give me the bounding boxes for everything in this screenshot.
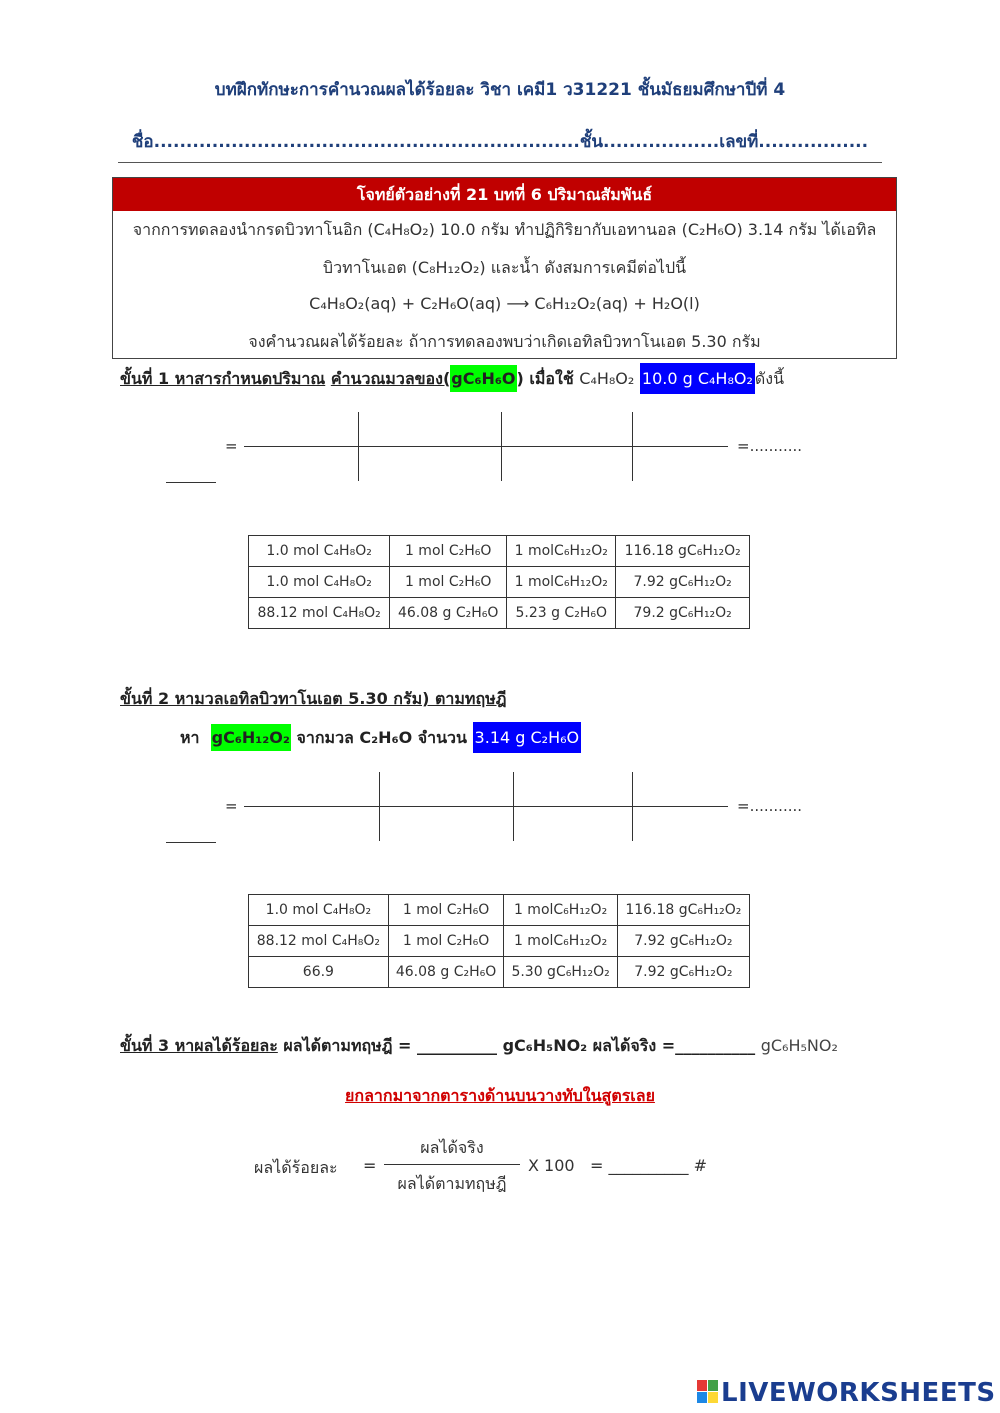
step1-answer-table — [248, 535, 750, 629]
draggable-answer-cell[interactable]: 7.92 gC₆H₁₂O₂ — [617, 957, 749, 988]
step2-text: จากมวล C₂H₆O จำนวน — [296, 728, 467, 747]
step1-heading — [120, 367, 784, 392]
step2-divider-2 — [513, 772, 514, 841]
step1-divider-1 — [358, 412, 359, 481]
step1-given-value[interactable]: 10.0 g C₄H₈O₂ — [640, 363, 755, 394]
step1-blank-line[interactable] — [166, 482, 216, 483]
draggable-answer-cell[interactable]: 66.9 — [249, 957, 389, 988]
step1-label: ขั้นที่ 1 หาสารกำหนดปริมาณ — [120, 369, 326, 388]
step2-blank-line[interactable] — [166, 842, 216, 843]
draggable-answer-cell[interactable]: 1 molC₆H₁₂O₂ — [504, 926, 617, 957]
draggable-answer-cell[interactable]: 1.0 mol C₄H₈O₂ — [249, 567, 390, 598]
step2-answer-table — [248, 894, 750, 988]
draggable-answer-cell[interactable]: 88.12 mol C₄H₈O₂ — [249, 926, 389, 957]
step1-formula: C₄H₈O₂ — [579, 369, 635, 388]
draggable-answer-cell[interactable]: 1 mol C₂H₆O — [388, 895, 504, 926]
step2-label: ขั้นที่ 2 หามวลเอทิลบิวทาโนเอต 5.30 กรัม) ตามทฤษฎี — [120, 689, 507, 708]
formula-fraction-bar — [384, 1164, 520, 1165]
example-heading: โจทย์ตัวอย่างที่ 21 บทที่ 6 ปริมาณสัมพันธ์ — [113, 178, 896, 211]
instruction-note-wrap — [0, 1084, 1000, 1109]
divider — [118, 162, 882, 163]
step3-unit: gC₆H₅NO₂ — [760, 1036, 838, 1055]
chemical-equation: C₄H₈O₂(aq) + C₂H₆O(aq) ⟶ C₆H₁₂O₂(aq) + H₂O(l) — [309, 294, 700, 313]
formula-times-100: X 100 — [528, 1156, 575, 1175]
draggable-answer-cell[interactable]: 7.92 gC₆H₁₂O₂ — [616, 567, 750, 598]
percent-yield-label: ผลได้ร้อยละ — [254, 1158, 338, 1177]
formula-equals: = — [363, 1156, 377, 1175]
step3-text[interactable]: ผลได้ตามทฤษฎี = __________ gC₆H₅NO₂ ผลได้จริง =__________ — [283, 1036, 756, 1055]
step2-equals-right[interactable]: =........... — [737, 797, 803, 815]
name-class-number-line: ชื่อ..................................................................ชั้น..................เลขที่................. — [131, 132, 869, 152]
draggable-answer-cell[interactable]: 1 molC₆H₁₂O₂ — [504, 895, 617, 926]
step2-subheading — [180, 726, 581, 751]
example-problem-box — [112, 177, 897, 359]
step1-fraction-line — [244, 446, 728, 447]
step1-divider-3 — [632, 412, 633, 481]
step2-fraction-line — [244, 806, 728, 807]
draggable-answer-cell[interactable]: 7.92 gC₆H₁₂O₂ — [617, 926, 749, 957]
table-row — [249, 895, 750, 926]
example-line-2: บิวทาโนเอต (C₈H₁₂O₂) และน้ำ ดังสมการเคมีต่อไปนี้ — [322, 258, 687, 277]
step2-divider-3 — [632, 772, 633, 841]
step1-equals-right[interactable]: =........... — [737, 437, 803, 455]
step1-highlight-target[interactable]: gC₆H₆O — [450, 365, 516, 392]
instruction-note: ยกลากมาจากตารางด้านบนวางทับในสูตรเลย — [345, 1086, 655, 1105]
formula-denominator[interactable]: ผลได้ตามทฤษฎี — [397, 1174, 507, 1193]
logo-blocks-icon — [697, 1380, 719, 1404]
step1-equals-left: = — [225, 437, 238, 455]
step1-text-2: ) เมื่อใช้ — [516, 369, 574, 388]
worksheet-title: บทฝึกทักษะการคำนวณผลได้ร้อยละ วิชา เคมี1 ว31221 ชั้นมัธยมศึกษาปีที่ 4 — [214, 80, 786, 100]
draggable-answer-cell[interactable]: 5.30 gC₆H₁₂O₂ — [504, 957, 617, 988]
draggable-answer-cell[interactable]: 46.08 g C₂H₆O — [388, 957, 504, 988]
example-line-4: จงคำนวณผลได้ร้อยละ ถ้าการทดลองพบว่าเกิดเอทิลบิวทาโนเอต 5.30 กรัม — [248, 332, 761, 351]
liveworksheets-logo — [697, 1378, 996, 1408]
step1-divider-2 — [501, 412, 502, 481]
table-row — [249, 957, 750, 988]
draggable-answer-cell[interactable]: 1 molC₆H₁₂O₂ — [507, 536, 616, 567]
draggable-answer-cell[interactable]: 1 mol C₂H₆O — [390, 536, 507, 567]
step2-given-value[interactable]: 3.14 g C₂H₆O — [473, 722, 582, 753]
step2-divider-1 — [379, 772, 380, 841]
draggable-answer-cell[interactable]: 79.2 gC₆H₁₂O₂ — [616, 598, 750, 629]
formula-numerator[interactable]: ผลได้จริง — [420, 1138, 484, 1157]
draggable-answer-cell[interactable]: 5.23 g C₂H₆O — [507, 598, 616, 629]
draggable-answer-cell[interactable]: 1.0 mol C₄H₈O₂ — [249, 895, 389, 926]
step3-heading — [120, 1034, 838, 1059]
step1-text: คำนวณมวลของ( — [330, 369, 451, 388]
draggable-answer-cell[interactable]: 116.18 gC₆H₁₂O₂ — [616, 536, 750, 567]
table-row — [249, 567, 750, 598]
table-row — [249, 926, 750, 957]
draggable-answer-cell[interactable]: 46.08 g C₂H₆O — [390, 598, 507, 629]
formula-result[interactable]: = __________ # — [590, 1156, 707, 1175]
table-row — [249, 598, 750, 629]
draggable-answer-cell[interactable]: 116.18 gC₆H₁₂O₂ — [617, 895, 749, 926]
step1-suffix: ดังนี้ — [754, 369, 785, 388]
table-row — [249, 536, 750, 567]
example-line-1: จากการทดลองนำกรดบิวทาโนอิก (C₄H₈O₂) 10.0 กรัม ทำปฏิกิริยากับเอทานอล (C₂H₆O) 3.14 กรัม ได้เอทิล — [132, 220, 877, 239]
step2-highlight-target[interactable]: gC₆H₁₂O₂ — [211, 724, 291, 751]
step2-prefix: หา — [180, 728, 200, 747]
draggable-answer-cell[interactable]: 1 mol C₂H₆O — [390, 567, 507, 598]
draggable-answer-cell[interactable]: 1 molC₆H₁₂O₂ — [507, 567, 616, 598]
draggable-answer-cell[interactable]: 1.0 mol C₄H₈O₂ — [249, 536, 390, 567]
draggable-answer-cell[interactable]: 88.12 mol C₄H₈O₂ — [249, 598, 390, 629]
step3-label: ขั้นที่ 3 หาผลได้ร้อยละ — [120, 1036, 278, 1055]
step2-equals-left: = — [225, 797, 238, 815]
logo-text: LIVEWORKSHEETS — [721, 1378, 996, 1408]
draggable-answer-cell[interactable]: 1 mol C₂H₆O — [388, 926, 504, 957]
